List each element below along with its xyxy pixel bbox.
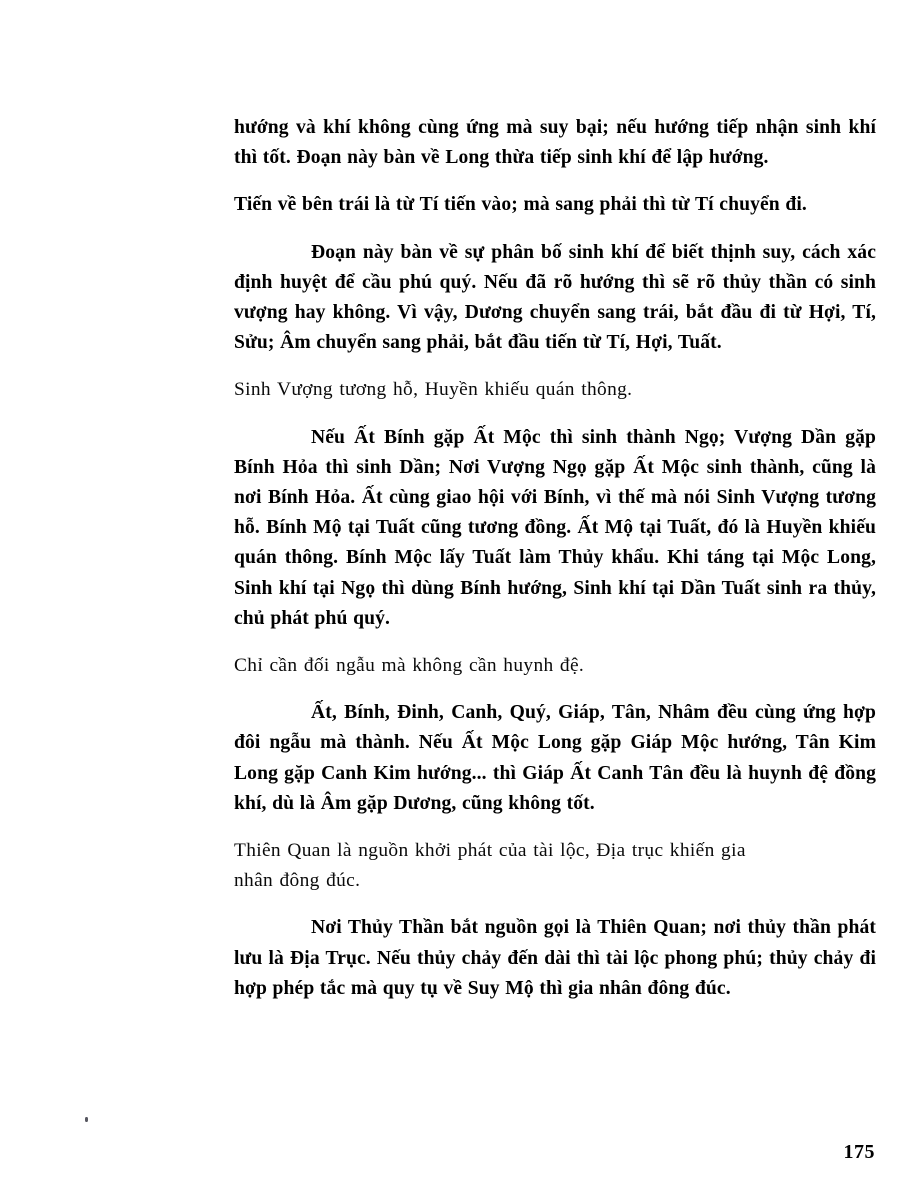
- quote-heading-thien-quan: [234, 836, 876, 896]
- paragraph-doan-nay-ban-ve: Đoạn này bàn về sự phân bố sinh khí để biết thịnh suy, cách xác định huyệt để cầu phú quý. Nếu đã rõ hướng thì sẽ rõ thủy thần có sinh vượng hay không. Vì vậy, Dương chuyển sang trái, bắt đầu đi từ Hợi, Tí, Sửu; Âm chuyển sang phải, bắt đầu tiến từ Tí, Hợi, Tuất.: [234, 241, 876, 354]
- paragraph-noi-thuy-than: Nơi Thủy Thần bắt nguồn gọi là Thiên Quan; nơi thủy thần phát lưu là Địa Trục. Nếu thủy chảy đến dài thì tài lộc phong phú; thủy chảy đi hợp phép tắc mà quy tụ về Suy Mộ thì gia nhân đông đúc.: [234, 917, 876, 999]
- quote-heading-sinh-vuong-tuong-ho: Sinh Vượng tương hỗ, Huyền khiếu quán thông.: [234, 379, 633, 401]
- paragraph-at-binh-dinh-canh: Ất, Bính, Đinh, Canh, Quý, Giáp, Tân, Nhâm đều cùng ứng hợp đôi ngẫu mà thành. Nếu Ất Mộc Long gặp Giáp Mộc hướng, Tân Kim Long gặp Canh Kim hướng... thì Giáp Ất Canh Tân đều là huynh đệ đồng khí, dù là Âm gặp Dương, cũng không tốt.: [234, 702, 876, 814]
- page-text-block: [234, 113, 876, 1004]
- page-number: 175: [843, 1141, 875, 1163]
- scan-artifact-speck: [85, 1117, 88, 1122]
- paragraph-neu-at-binh: Nếu Ất Bính gặp Ất Mộc thì sinh thành Ngọ; Vượng Dần gặp Bính Hỏa thì sinh Dần; Nơi Vượng Ngọ gặp Ất Mộc sinh thành, cũng là nơi Bính Hỏa. Ất cùng giao hội với Bính, vì thế mà nói Sinh Vượng tương hỗ. Bính Mộ tại Tuất cũng tương đồng. Ất Mộ tại Tuất, đó là Huyền khiếu quán thông. Bính Mộc lấy Tuất làm Thủy khẩu. Khi táng tại Mộc Long, Sinh khí tại Ngọ thì dùng Bính hướng, Sinh khí tại Dần Tuất sinh ra thủy, chủ phát phú quý.: [234, 426, 876, 629]
- paragraph-continuation: hướng và khí không cùng ứng mà suy bại; nếu hướng tiếp nhận sinh khí thì tốt. Đoạn này bàn về Long thừa tiếp sinh khí để lập hướng.: [234, 117, 876, 169]
- paragraph-tien-ve-ben-trai: Tiến về bên trái là từ Tí tiến vào; mà sang phải thì từ Tí chuyển đi.: [234, 194, 807, 216]
- quote-heading-chi-can-doi-ngau: Chỉ cần đối ngẫu mà không cần huynh đệ.: [234, 655, 585, 677]
- quote-heading-thien-quan-line-2: nhân đông đúc.: [234, 870, 361, 892]
- quote-heading-thien-quan-line-1: Thiên Quan là nguồn khởi phát của tài lộc, Địa trục khiến gia: [234, 840, 746, 862]
